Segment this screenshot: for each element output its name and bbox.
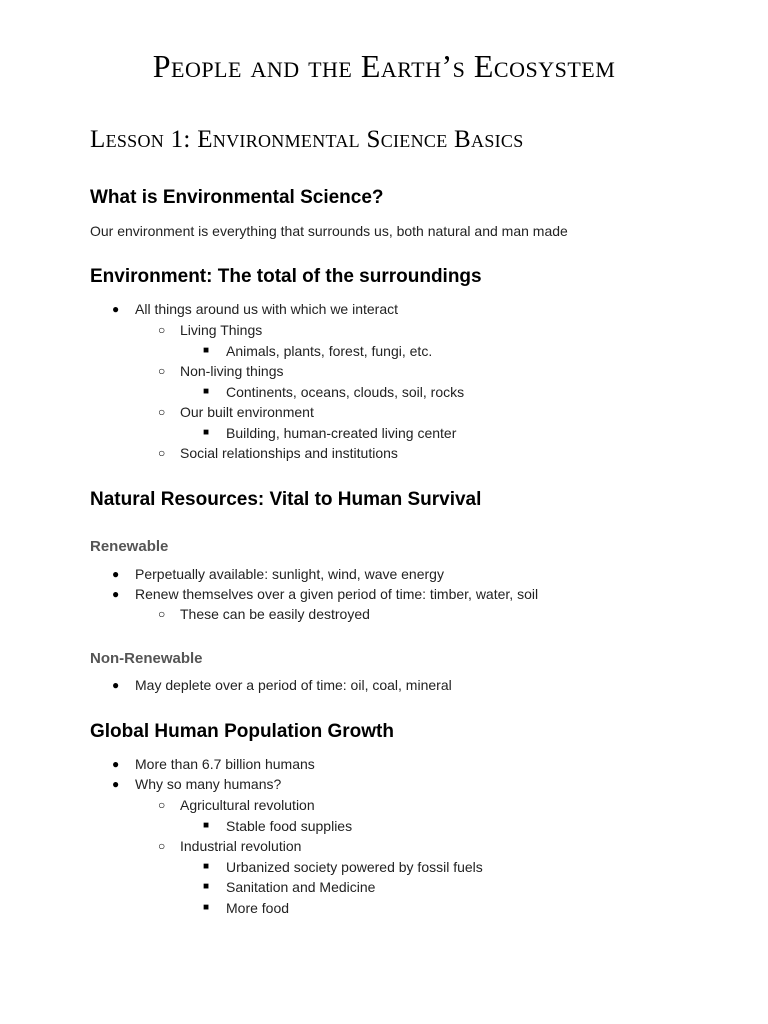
list-item: Why so many humans? [135, 776, 282, 792]
list-item: More than 6.7 billion humans [135, 756, 315, 772]
section-heading-environment: Environment: The total of the surroundings [90, 266, 482, 287]
list-item: Non-living things [180, 363, 284, 379]
list-item: Our built environment [180, 404, 314, 420]
list-item: Continents, oceans, clouds, soil, rocks [226, 384, 465, 400]
bullet-level3: ■ [203, 861, 210, 872]
list-item: These can be easily destroyed [180, 606, 370, 622]
bullet-level2: ○ [158, 798, 166, 812]
bullet-level2: ○ [158, 607, 166, 621]
list-item: More food [226, 900, 290, 916]
list-item: Animals, plants, forest, fungi, etc. [226, 343, 433, 359]
bullet-level2: ○ [158, 323, 166, 337]
list-item: Social relationships and institutions [180, 445, 398, 461]
bullet-level3: ■ [203, 881, 210, 892]
list-item: Living Things [180, 322, 263, 338]
intro-paragraph: Our environment is everything that surrounds us, both natural and man made [90, 223, 568, 239]
list-item: Renew themselves over a given period of time: timber, water, soil [135, 586, 539, 602]
bullet-level3: ■ [203, 820, 210, 831]
bullet-level1: ● [112, 777, 120, 791]
list-item: All things around us with which we interact [135, 301, 399, 317]
subheading-renewable: Renewable [90, 538, 169, 555]
bullet-level2: ○ [158, 364, 166, 378]
bullet-level3: ■ [203, 427, 210, 438]
list-item: Agricultural revolution [180, 797, 315, 813]
bullet-level2: ○ [158, 839, 166, 853]
list-item: Stable food supplies [226, 818, 353, 834]
bullet-level2: ○ [158, 446, 166, 460]
bullet-level1: ● [112, 587, 120, 601]
document-title: People and the Earth’s Ecosystem [152, 48, 616, 84]
section-heading-environmental-science: What is Environmental Science? [90, 187, 384, 208]
bullet-level3: ■ [203, 386, 210, 397]
bullet-level1: ● [112, 678, 120, 692]
list-item: May deplete over a period of time: oil, coal, mineral [135, 677, 452, 693]
bullet-level1: ● [112, 757, 120, 771]
section-heading-population-growth: Global Human Population Growth [90, 721, 394, 742]
list-item: Industrial revolution [180, 838, 302, 854]
list-item: Building, human-created living center [226, 425, 457, 441]
list-item: Urbanized society powered by fossil fuels [226, 859, 483, 875]
list-item: Sanitation and Medicine [226, 879, 376, 895]
bullet-level1: ● [112, 302, 120, 316]
section-heading-natural-resources: Natural Resources: Vital to Human Survival [90, 489, 482, 510]
bullet-level1: ● [112, 567, 120, 581]
bullet-level3: ■ [203, 345, 210, 356]
list-item: Perpetually available: sunlight, wind, wave energy [135, 566, 444, 582]
bullet-level2: ○ [158, 405, 166, 419]
subheading-non-renewable: Non-Renewable [90, 650, 203, 667]
bullet-level3: ■ [203, 902, 210, 913]
lesson-title: Lesson 1: Environmental Science Basics [90, 126, 524, 153]
